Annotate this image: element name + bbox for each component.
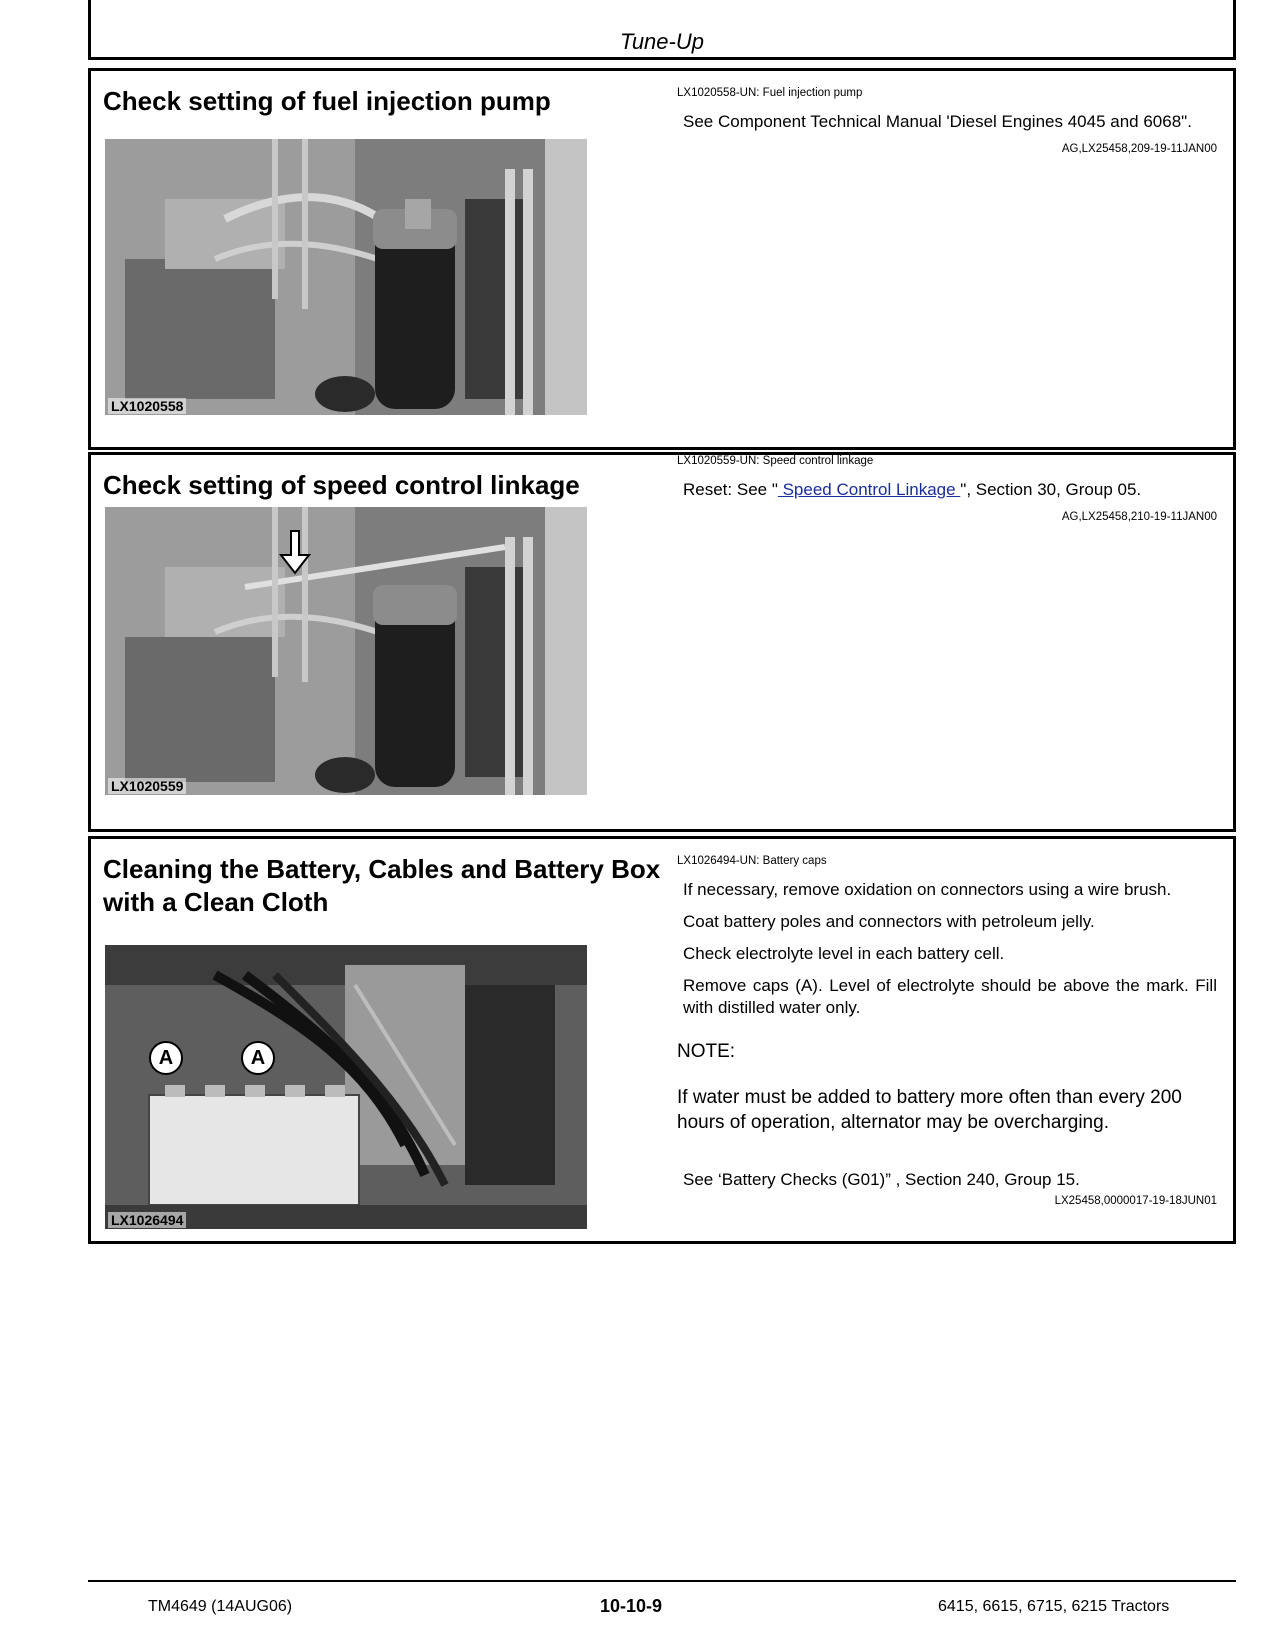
footer-manual-id: TM4649 (14AUG06) xyxy=(148,1598,293,1615)
reference-code: LX25458,0000017-19-18JUN01 xyxy=(1054,1195,1217,1207)
callout-label: A xyxy=(250,1047,266,1069)
footer-page-number: 10-10-9 xyxy=(600,1596,663,1616)
footer-models: 6415, 6615, 6715, 6215 Tractors xyxy=(938,1598,1170,1615)
figure-caption: LX1020558-UN: Fuel injection pump xyxy=(677,87,863,99)
instruction-text: Remove caps (A). Level of electrolyte should be above the mark. Fill with distilled water only. xyxy=(683,976,1217,1017)
section-battery-cleaning xyxy=(88,836,1236,1244)
instruction-text: If necessary, remove oxidation on connectors using a wire brush. xyxy=(683,880,1172,899)
section-text xyxy=(677,455,1217,523)
reset-prefix: Reset: See " xyxy=(683,480,778,499)
note-text: If water must be added to battery more often than every 200 hours of operation, alternator may be overcharging. xyxy=(677,1087,1182,1133)
figure-caption: LX1026494-UN: Battery caps xyxy=(677,855,827,867)
page-header-frame xyxy=(88,0,1236,60)
section-title: Check setting of fuel injection pump xyxy=(103,86,551,116)
instruction-text xyxy=(683,479,1217,501)
section-fuel-injection-pump xyxy=(88,68,1236,450)
instruction-text: Coat battery poles and connectors with petroleum jelly. xyxy=(683,912,1095,931)
section-speed-control-linkage xyxy=(88,452,1236,832)
linkage-photo-illustration xyxy=(105,507,587,795)
section-title: Check setting of speed control linkage xyxy=(103,470,580,500)
battery-photo-illustration xyxy=(105,945,587,1229)
figure-caption: LX1020559-UN: Speed control linkage xyxy=(677,455,874,467)
engine-photo-illustration xyxy=(105,139,587,415)
linkage-photo xyxy=(105,507,587,795)
section-text xyxy=(677,87,1217,155)
footer-divider xyxy=(88,1580,1236,1582)
photo-id-label: LX1020559 xyxy=(108,778,186,794)
battery-photo xyxy=(105,945,587,1229)
instruction-text: Check electrolyte level in each battery cell. xyxy=(683,944,1005,963)
section-title: Cleaning the Battery, Cables and Battery Box with a Clean Cloth xyxy=(103,854,661,917)
callout-label: A xyxy=(158,1047,174,1069)
speed-control-linkage-link[interactable]: Speed Control Linkage xyxy=(777,480,961,499)
reference-code: AG,LX25458,209-19-11JAN00 xyxy=(1061,143,1217,155)
see-also-text: See ‘Battery Checks (G01)” , Section 240, Group 15. xyxy=(683,1170,1080,1189)
reference-code: AG,LX25458,210-19-11JAN00 xyxy=(1061,511,1217,523)
callout-a-right xyxy=(241,1041,275,1075)
engine-photo xyxy=(105,139,587,415)
reset-suffix: ", Section 30, Group 05. xyxy=(960,480,1142,499)
note-label: NOTE: xyxy=(677,1041,736,1062)
section-text xyxy=(677,855,1217,1207)
photo-id-label: LX1026494 xyxy=(108,1212,186,1228)
page-title: Tune-Up xyxy=(620,29,704,54)
callout-a-left xyxy=(149,1041,183,1075)
photo-id-label: LX1020558 xyxy=(108,398,186,414)
instruction-text: See Component Technical Manual 'Diesel Engines 4045 and 6068". xyxy=(683,112,1192,131)
